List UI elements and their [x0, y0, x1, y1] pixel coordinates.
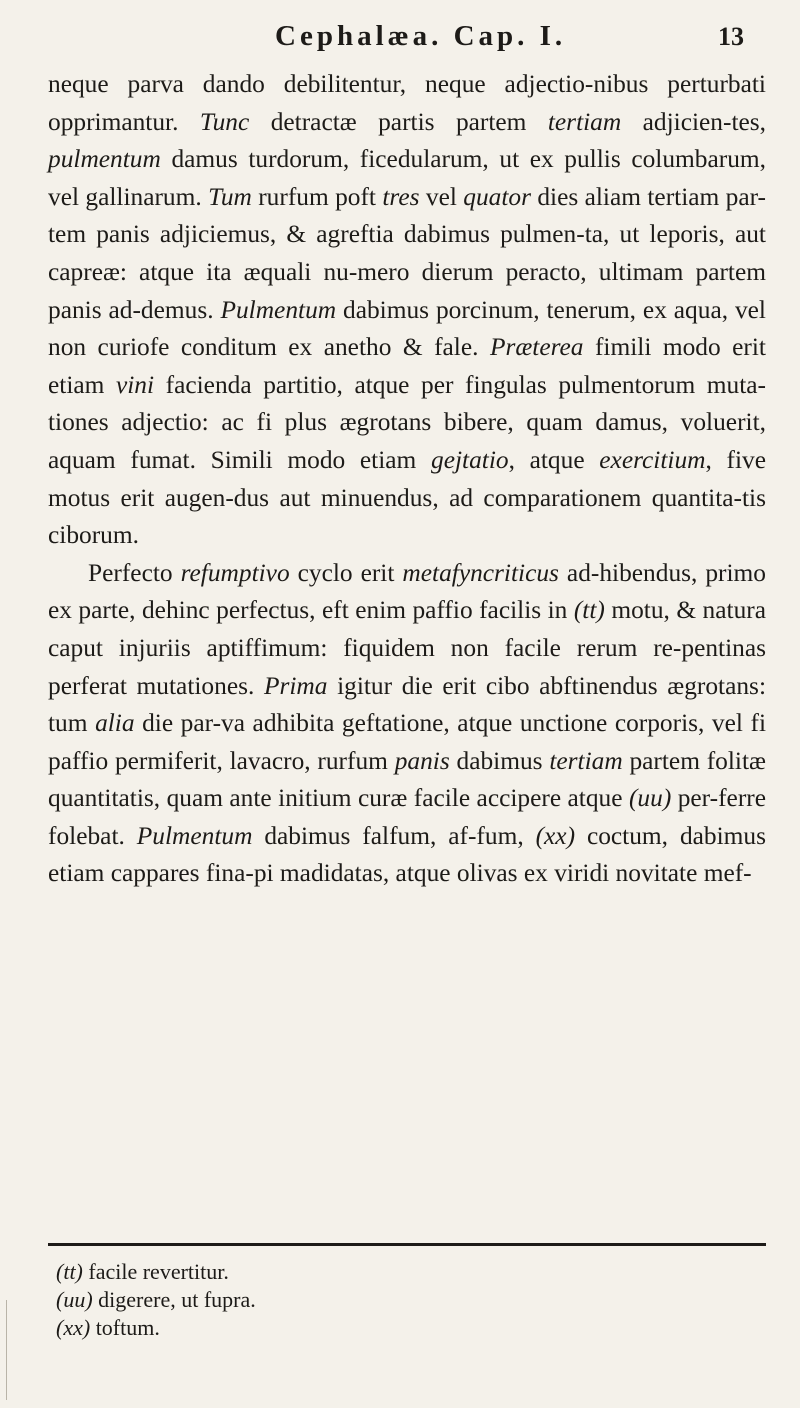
- footnote: [56, 1286, 756, 1314]
- italic-text: Tunc: [199, 107, 250, 136]
- text-run: facienda partitio, atque per fingulas pulmentorum muta-tiones adjectio: ac fi plus ægrotans bibere, quam damus, voluerit, aquam fumat. Simili modo etiam: [48, 370, 766, 474]
- text-run: ad-hibendus, primo ex parte, dehinc perfectus, eft enim paffio facilis in: [48, 558, 766, 625]
- text-run: , five motus erit augen-dus aut minuendus, ad comparationem quantita-tis ciborum.: [48, 445, 767, 550]
- paragraph: [48, 555, 766, 893]
- text-run: detractæ partis partem: [249, 107, 548, 136]
- italic-text: Præterea: [489, 333, 584, 362]
- margin-line: [6, 1300, 7, 1400]
- text-run: vel: [419, 182, 464, 211]
- italic-text: Pulmentum: [136, 821, 253, 850]
- italic-text: alia: [95, 709, 135, 738]
- text-run: neque parva dando debilitentur, neque adjectio-nibus perturbati opprimantur.: [48, 70, 766, 136]
- text-run: per-ferre folebat.: [48, 784, 766, 850]
- text-run: partem folitæ quantitatis, quam ante initium curæ facile accipere atque: [48, 746, 766, 813]
- text-run: Perfecto: [88, 558, 181, 587]
- text-run: fimili modo erit etiam: [48, 333, 766, 399]
- italic-text: exercitium: [599, 445, 706, 474]
- italic-text: panis: [394, 746, 450, 775]
- text-run: adjicien-tes,: [621, 107, 767, 136]
- text-run: igitur die erit cibo abftinendus ægrotans: tum: [48, 671, 766, 738]
- italic-text: gejtatio: [431, 445, 509, 474]
- italic-text: tertiam: [549, 746, 623, 775]
- running-head: Cephalæa. Cap. I.: [275, 20, 567, 52]
- text-run: coctum, dabimus etiam cappares fina-pi madidatas, atque olivas ex viridi novitate mef-: [48, 821, 766, 888]
- text-run: dabimus porcinum, tenerum, ex aqua, vel non curiofe conditum ex anetho & fale.: [48, 295, 766, 362]
- page-number: 13: [718, 22, 744, 51]
- main-text: [48, 66, 766, 893]
- page-header: [0, 14, 800, 64]
- italic-text: metafyncriticus: [402, 558, 559, 587]
- text-run: rurfum poft: [251, 182, 383, 211]
- text-run: , atque: [508, 445, 600, 474]
- italic-text: quator: [463, 182, 531, 211]
- text-run: dabimus falfum, af-fum,: [252, 821, 536, 850]
- italic-text: (uu): [628, 784, 672, 813]
- text-run: damus turdorum, ficedularum, ut ex pullis columbarum, vel gallinarum.: [48, 145, 766, 211]
- text-run: dies aliam tertiam par-tem panis adjiciemus, & agreftia dabimus pulmen-ta, ut leporis, aut capreæ: atque ita æquali nu-mero dierum peracto, ultimam partem panis ad-demus.: [48, 182, 767, 324]
- text-run: cyclo erit: [289, 558, 403, 587]
- footnote-text: digerere, ut fupra.: [92, 1287, 256, 1312]
- italic-text: tres: [382, 182, 420, 211]
- paragraph: [48, 66, 766, 555]
- footnote: [56, 1258, 756, 1286]
- text-run: motu, & natura caput injuriis aptiffimum: fiquidem non facile rerum re-pentinas perferat mutationes.: [48, 596, 766, 700]
- italic-text: (tt): [573, 596, 605, 625]
- italic-text: Pulmentum: [220, 295, 337, 324]
- footnote-rule: [48, 1243, 766, 1246]
- italic-text: Tum: [208, 182, 252, 211]
- footnotes: [56, 1258, 756, 1342]
- italic-text: (xx): [535, 821, 576, 850]
- italic-text: vini: [115, 370, 155, 399]
- footnote-text: toftum.: [90, 1315, 160, 1340]
- footnote-text: facile revertitur.: [82, 1259, 229, 1284]
- text-run: die par-va adhibita geftatione, atque unctione corporis, vel fi paffio permiferit, lavacro, rurfum: [48, 709, 766, 775]
- footnote-mark: (tt): [56, 1259, 83, 1284]
- footnote: [56, 1314, 756, 1342]
- italic-text: pulmentum: [48, 145, 161, 174]
- italic-text: Prima: [263, 671, 328, 700]
- italic-text: refumptivo: [180, 558, 290, 587]
- footnote-mark: (xx): [56, 1315, 91, 1340]
- footnote-mark: (uu): [56, 1287, 93, 1312]
- italic-text: tertiam: [547, 107, 622, 136]
- text-run: dabimus: [449, 746, 550, 775]
